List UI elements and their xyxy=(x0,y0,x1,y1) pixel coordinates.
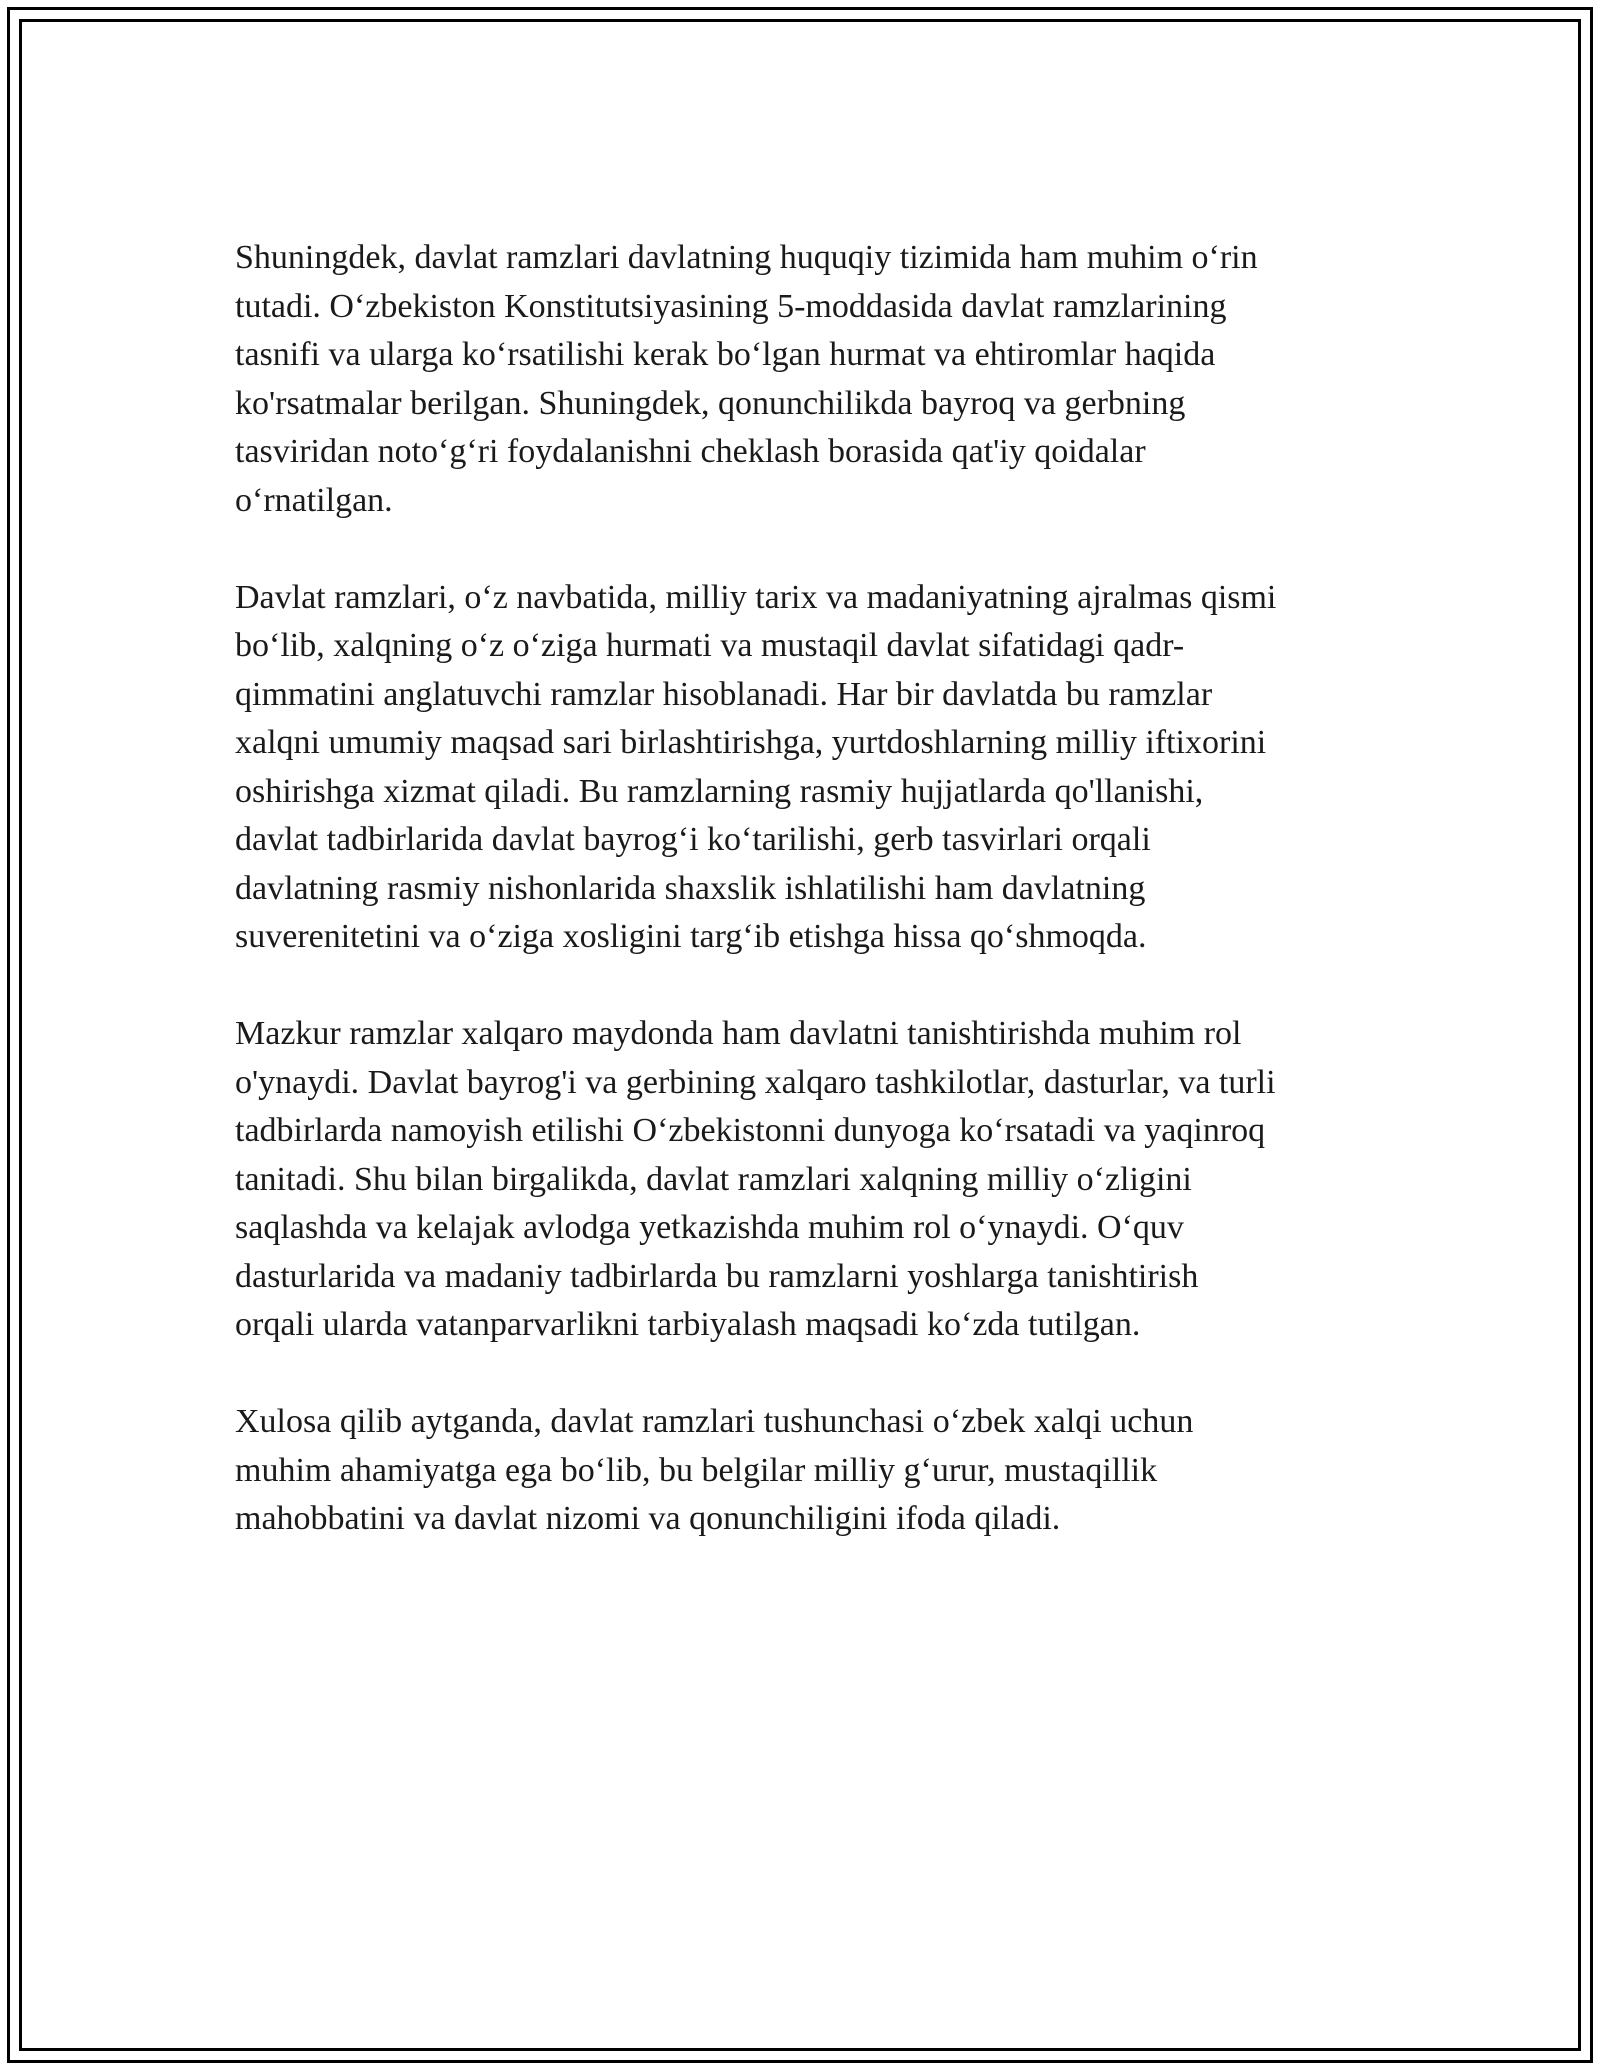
text-line: ko'rsatmalar berilgan. Shuningdek, qonunchilikda bayroq va gerbning xyxy=(235,384,1186,422)
paragraph-4 xyxy=(235,1398,1375,1544)
text-line: orqali ularda vatanparvarlikni tarbiyalash maqsadi ko‘zda tutilgan. xyxy=(235,1306,1141,1343)
text-line: tanitadi. Shu bilan birgalikda, davlat ramzlari xalqning milliy o‘zligini xyxy=(235,1160,1192,1198)
text-line: Mazkur ramzlar xalqaro maydonda ham davlatni tanishtirishda muhim rol xyxy=(235,1015,1242,1052)
text-line: davlat tadbirlarida davlat bayrog‘i ko‘tarilishi, gerb tasvirlari orqali xyxy=(235,821,1151,858)
text-line: tasnifi va ularga ko‘rsatilishi kerak bo‘lgan hurmat va ehtiromlar haqida xyxy=(235,336,1216,373)
paragraph-3 xyxy=(235,1010,1375,1350)
document-body xyxy=(235,234,1375,1592)
text-line: Xulosa qilib aytganda, davlat ramzlari tushunchasi o‘zbek xalqi uchun xyxy=(235,1403,1194,1440)
text-line: Shuningdek, davlat ramzlari davlatning huquqiy tizimida ham muhim o‘rin xyxy=(235,239,1258,276)
text-line: muhim ahamiyatga ega bo‘lib, bu belgilar milliy g‘urur, mustaqillik xyxy=(235,1451,1158,1489)
paragraph-1 xyxy=(235,234,1375,525)
text-line: suverenitetini va o‘ziga xosligini targ‘ib etishga hissa qo‘shmoqda. xyxy=(235,918,1147,955)
text-line: mahobbatini va davlat nizomi va qonunchiligini ifoda qiladi. xyxy=(235,1500,1061,1537)
text-line: xalqni umumiy maqsad sari birlashtirishga, yurtdoshlarning milliy iftixorini xyxy=(235,724,1267,761)
text-line: tadbirlarda namoyish etilishi O‘zbekistonni dunyoga ko‘rsatadi va yaqinroq xyxy=(235,1112,1266,1149)
text-line: davlatning rasmiy nishonlarida shaxslik ishlatilishi ham davlatning xyxy=(235,869,1146,907)
text-line: o‘rnatilgan. xyxy=(235,481,393,519)
text-line: dasturlarida va madaniy tadbirlarda bu ramzlarni yoshlarga tanishtirish xyxy=(235,1257,1199,1295)
text-line: Davlat ramzlari, o‘z navbatida, milliy tarix va madaniyatning ajralmas qismi xyxy=(235,578,1277,616)
text-line: bo‘lib, xalqning o‘z o‘ziga hurmati va mustaqil davlat sifatidagi qadr- xyxy=(235,627,1185,664)
text-line: oshirishga xizmat qiladi. Bu ramzlarning rasmiy hujjatlarda qo'llanishi, xyxy=(235,772,1204,810)
paragraph-2 xyxy=(235,574,1375,962)
text-line: qimmatini anglatuvchi ramzlar hisoblanadi. Har bir davlatda bu ramzlar xyxy=(235,675,1213,713)
text-line: o'ynaydi. Davlat bayrog'i va gerbining xalqaro tashkilotlar, dasturlar, va turli xyxy=(235,1063,1276,1101)
text-line: tasviridan noto‘g‘ri foydalanishni cheklash borasida qat'iy qoidalar xyxy=(235,433,1146,470)
text-line: saqlashda va kelajak avlodga yetkazishda muhim rol o‘ynaydi. O‘quv xyxy=(235,1209,1184,1246)
text-line: tutadi. O‘zbekiston Konstitutsiyasining 5-moddasida davlat ramzlarining xyxy=(235,287,1227,325)
